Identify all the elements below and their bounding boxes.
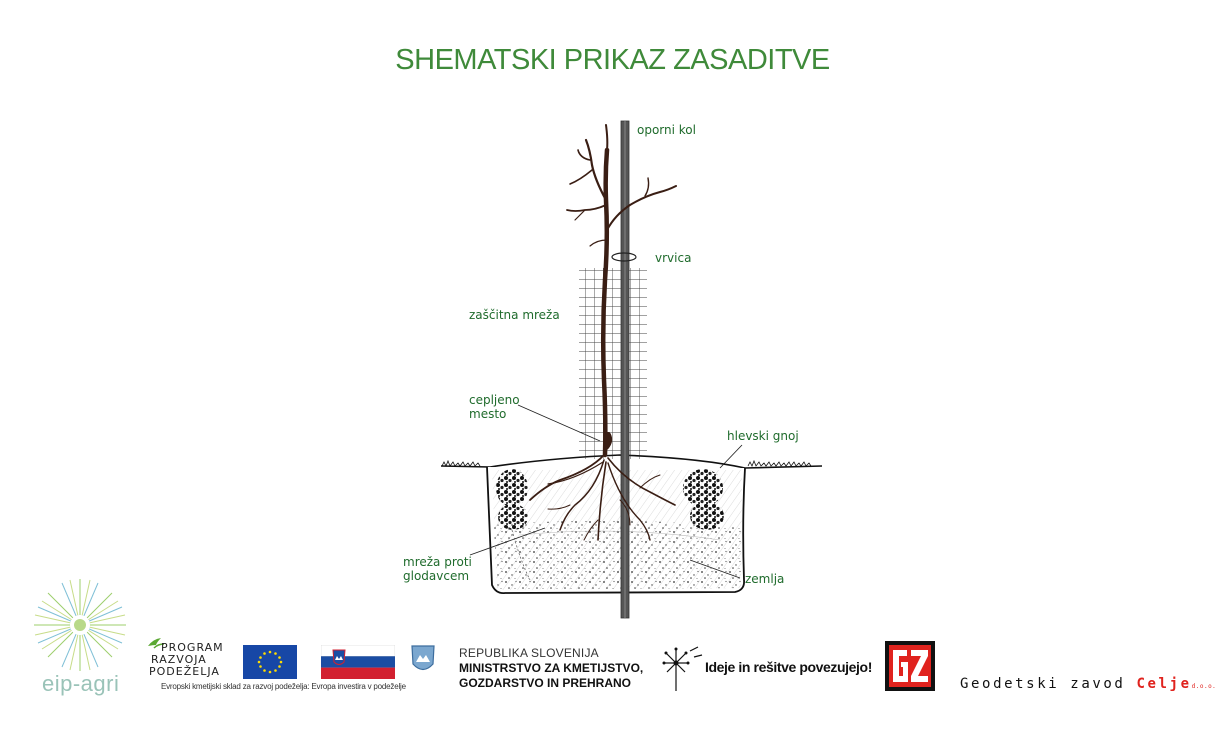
page-title: SHEMATSKI PRIKAZ ZASADITVE	[395, 44, 830, 76]
label-soil: zemlja	[745, 572, 785, 586]
label-manure: hlevski gnoj	[727, 429, 799, 443]
protective-net	[579, 268, 647, 459]
ministry-logo	[410, 644, 650, 694]
gz-name-red: Celje	[1136, 676, 1192, 692]
program-caption: Evropski kmetijski sklad za razvoj podeželja: Evropa investira v podeželje	[161, 682, 406, 691]
gz-name-black: Geodetski zavod	[960, 676, 1137, 692]
ministry-line-1: REPUBLIKA SLOVENIJA	[459, 646, 599, 660]
label-rodent-line-2: glodavcem	[403, 569, 470, 583]
eu-flag	[243, 645, 297, 679]
slovenia-flag	[321, 645, 395, 679]
label-graft-point	[469, 393, 520, 421]
dandelion-logo	[28, 575, 132, 675]
label-rodent-net	[403, 555, 472, 583]
eip-agri-logo	[28, 575, 132, 710]
label-graft-line-1: cepljeno	[469, 393, 520, 407]
eip-agri-text: eip-agri	[42, 671, 120, 696]
gz-logo-mark	[885, 641, 937, 693]
label-graft-line-2: mesto	[469, 407, 507, 421]
ministry-line-3: GOZDARSTVO IN PREHRANO	[459, 676, 632, 690]
program-line-2: RAZVOJA	[151, 653, 207, 666]
program-line-3: PODEŽELJA	[149, 665, 220, 678]
program-line-1: PROGRAM	[161, 641, 224, 654]
gz-name-suffix: d.o.o.	[1191, 683, 1217, 690]
slogan-text: Ideje in rešitve povezujejo!	[705, 659, 872, 675]
gz-company-name	[960, 676, 1216, 692]
slogan-logo	[660, 643, 880, 693]
label-rodent-line-1: mreža proti	[403, 555, 472, 569]
label-string: vrvica	[655, 251, 692, 265]
dandelion-icon	[660, 643, 704, 693]
label-support-stake: oporni kol	[637, 123, 696, 137]
label-protective-net: zaščitna mreža	[469, 308, 560, 322]
ministry-line-2: MINISTRSTVO ZA KMETIJSTVO,	[459, 661, 644, 675]
slovenia-coat-of-arms	[410, 644, 436, 676]
gz-logo	[885, 641, 937, 693]
